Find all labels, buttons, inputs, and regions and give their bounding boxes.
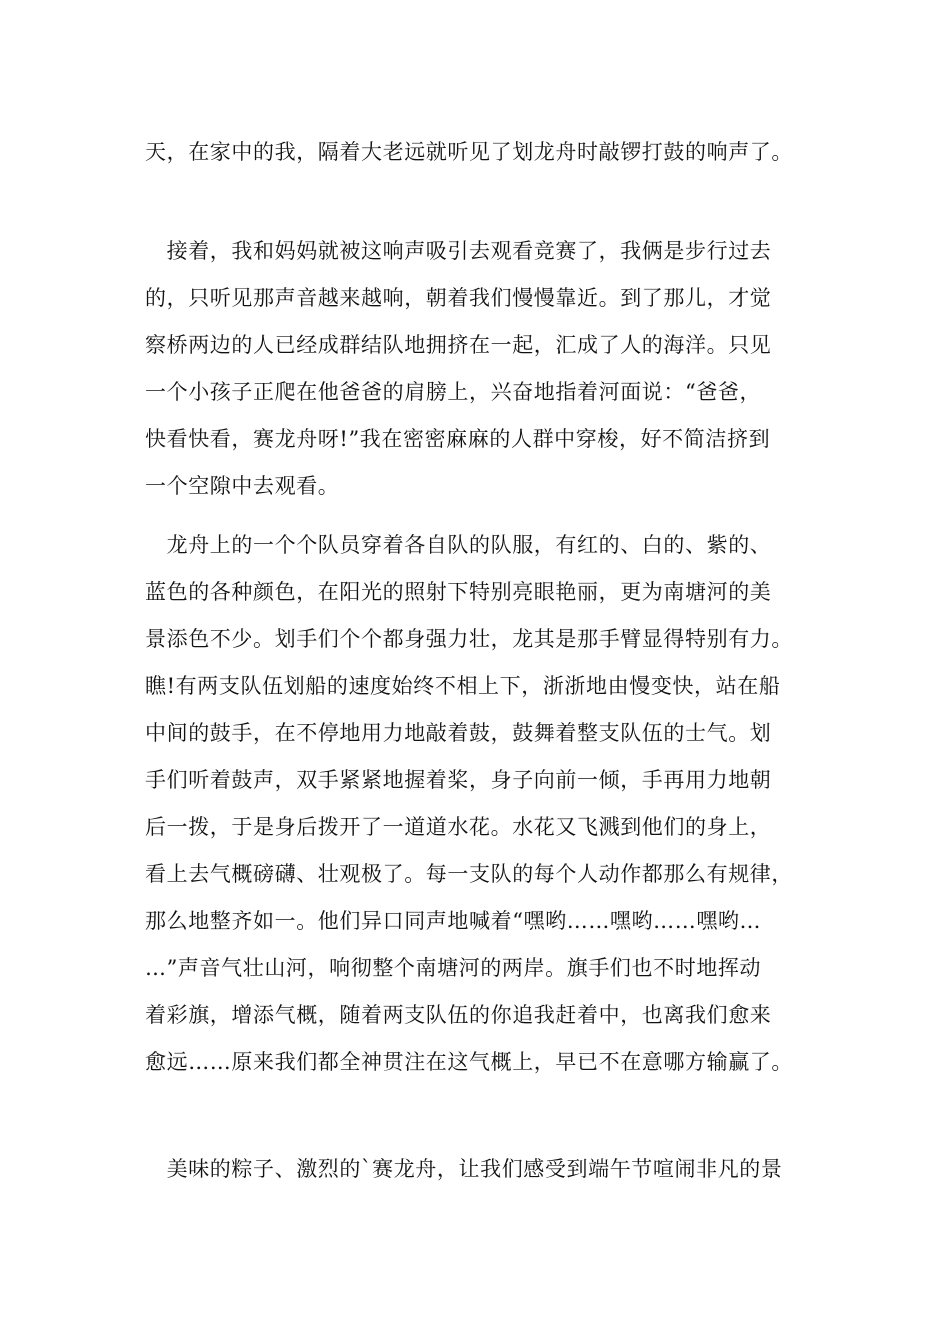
text-line: 后一拨，于是身后拨开了一道道水花。水花又飞溅到他们的身上， [145,815,772,839]
text-line: 景添色不少。划手们个个都身强力壮，龙其是那手臂显得特别有力。 [145,627,793,651]
text-line: …”声音气壮山河，响彻整个南塘河的两岸。旗手们也不时地挥动 [145,956,762,980]
text-line: 察桥两边的人已经成群结队地拥挤在一起，汇成了人的海洋。只见 [145,333,772,357]
text-line: 一个空隙中去观看。 [145,474,340,498]
text-line: 天，在家中的我，隔着大老远就听见了划龙舟时敲锣打鼓的响声了。 [145,140,793,164]
text-line: 看上去气概磅礴、壮观极了。每一支队的每个人动作都那么有规律， [145,862,793,886]
text-line: 接着，我和妈妈就被这响声吸引去观看竞赛了，我俩是步行过去 [145,239,772,263]
text-line: 着彩旗，增添气概，随着两支队伍的你追我赶着中，也离我们愈来 [145,1003,772,1027]
text-line: 美味的粽子、激烈的`赛龙舟，让我们感受到端午节喧闹非凡的景 [145,1157,783,1181]
text-line: 那么地整齐如一。他们异口同声地喊着“嘿哟……嘿哟……嘿哟… [145,909,762,933]
text-line: 龙舟上的一个个队员穿着各自队的队服，有红的、白的、紫的、 [145,533,772,557]
text-line: 快看快看，赛龙舟呀!”我在密密麻麻的人群中穿梭，好不简洁挤到 [145,427,771,451]
text-line: 中间的鼓手，在不停地用力地敲着鼓，鼓舞着整支队伍的士气。划 [145,721,772,745]
text-line: 愈远……原来我们都全神贯注在这气概上，早已不在意哪方输赢了。 [145,1050,793,1074]
text-line: 蓝色的各种颜色，在阳光的照射下特别亮眼艳丽，更为南塘河的美 [145,580,772,604]
text-line: 手们听着鼓声，双手紧紧地握着桨，身子向前一倾，手再用力地朝 [145,768,772,792]
text-line: 瞧!有两支队伍划船的速度始终不相上下，浙浙地由慢变快，站在船 [145,674,781,698]
text-line: 一个小孩子正爬在他爸爸的肩膀上，兴奋地指着河面说：“爸爸， [145,380,762,404]
text-line: 的，只听见那声音越来越响，朝着我们慢慢靠近。到了那儿，才觉 [145,286,772,310]
